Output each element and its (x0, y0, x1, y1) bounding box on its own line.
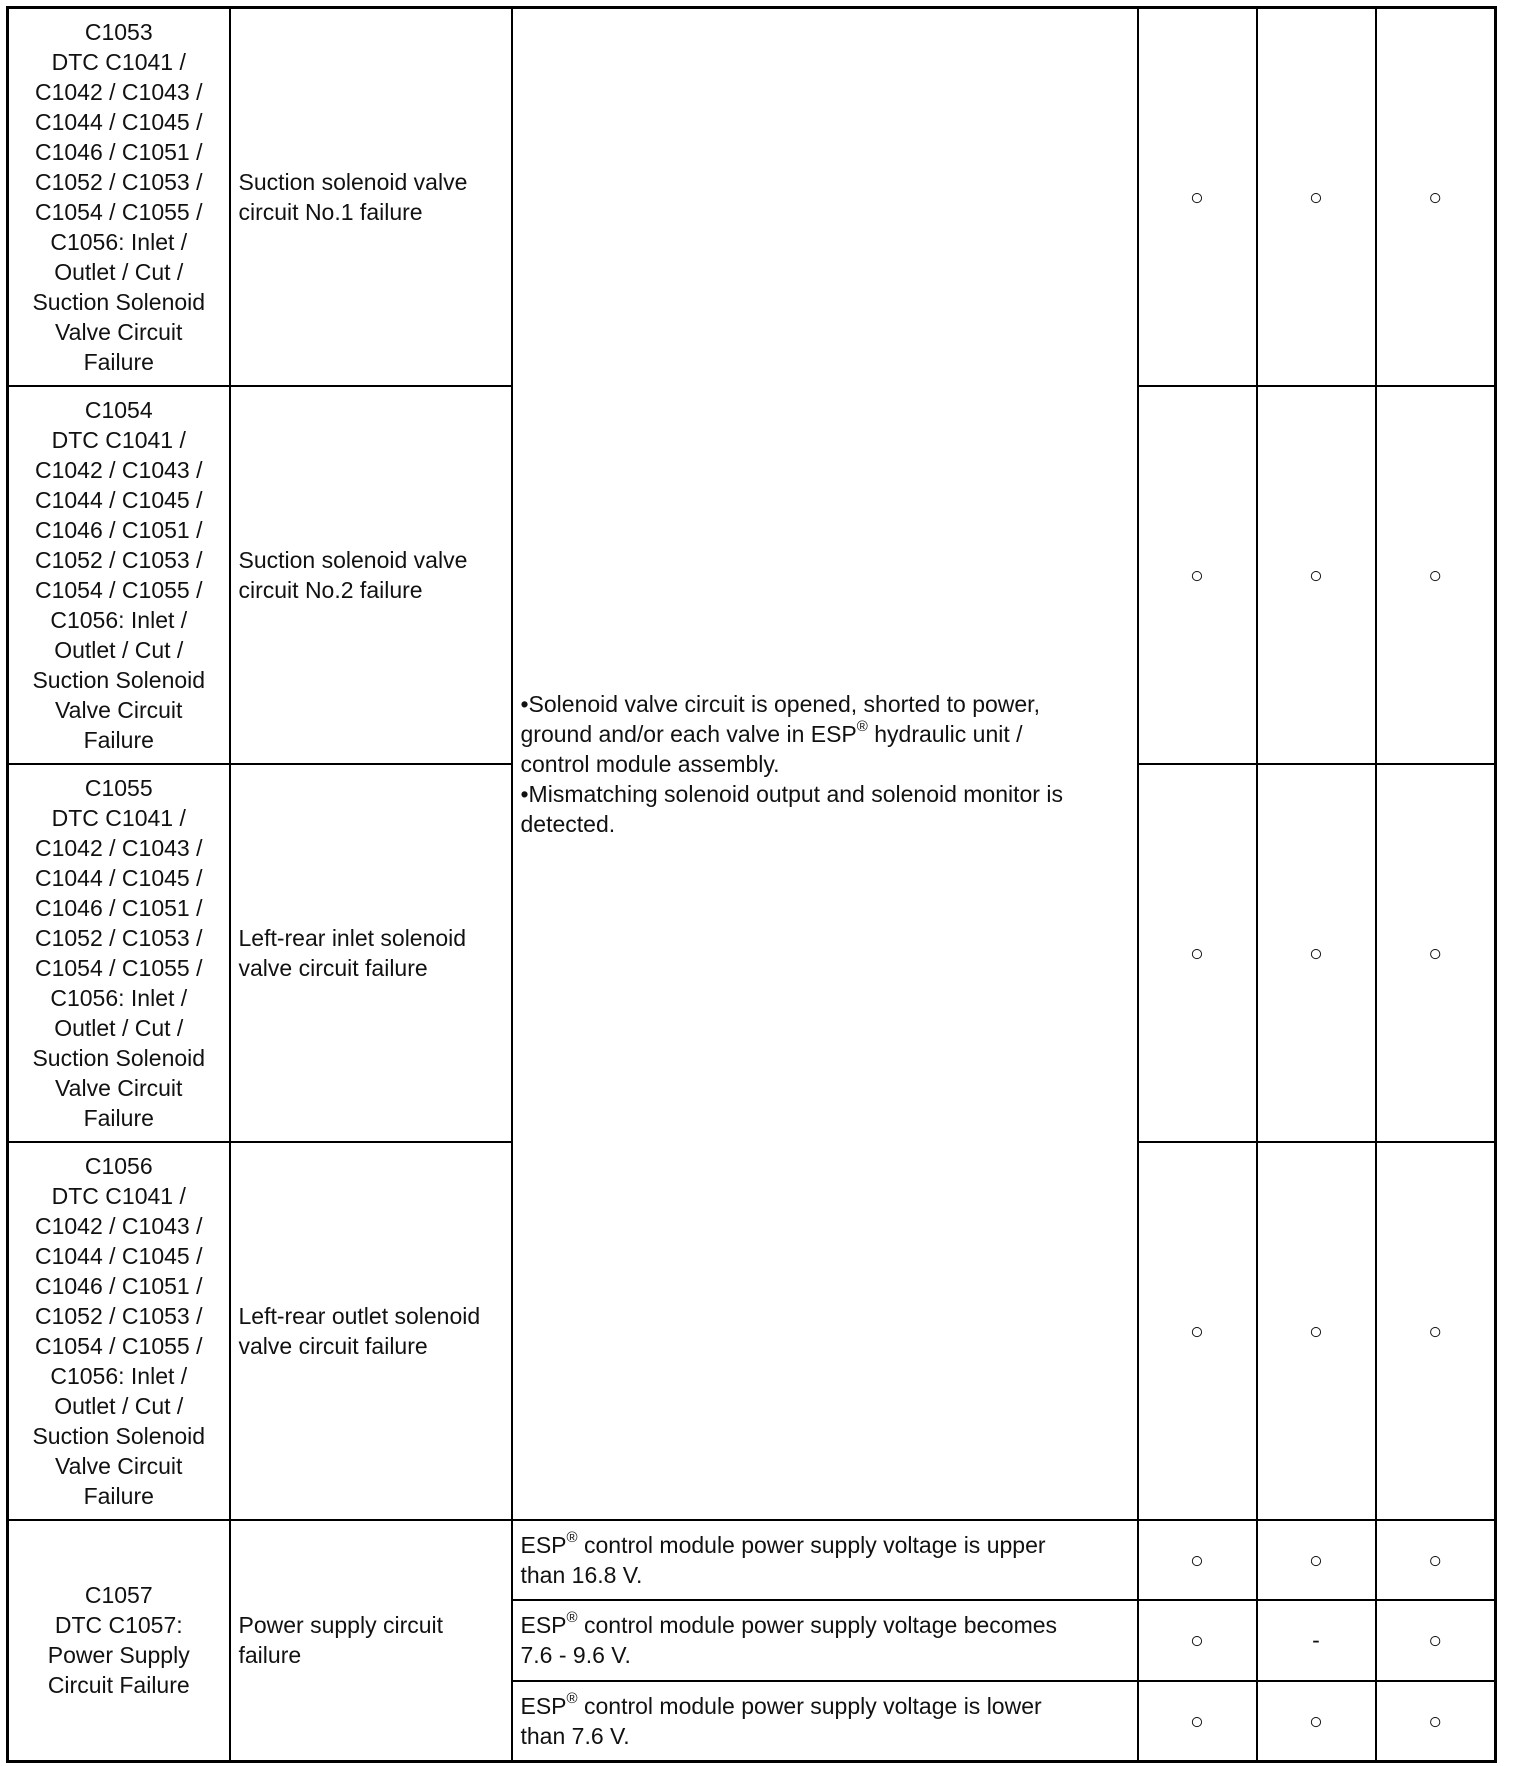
condition-line: control module assembly. (520, 750, 780, 777)
dtc-code-line: Suction Solenoid (32, 1044, 206, 1071)
detecting-condition-cell (512, 1681, 1138, 1762)
dtc-code-line: C1046 / C1051 / (34, 138, 203, 165)
detecting-condition-cell (512, 8, 1138, 1520)
dtc-code-line: Outlet / Cut / (54, 1392, 184, 1419)
table-row (8, 1520, 1496, 1600)
mark-cell: ○ (1376, 1681, 1496, 1762)
dtc-code-line: Failure (83, 726, 154, 753)
mark-cell: ○ (1257, 386, 1376, 764)
mark-cell: ○ (1138, 1600, 1257, 1681)
dtc-code-line: C1052 / C1053 / (34, 168, 203, 195)
dtc-code-line: Outlet / Cut / (54, 258, 184, 285)
diagnostic-item-cell (230, 764, 512, 1142)
diagnostic-item-line: Left-rear outlet solenoid (238, 1302, 481, 1329)
dtc-code-line: C1042 / C1043 / (34, 456, 203, 483)
mark-cell: - (1257, 1600, 1376, 1681)
mark-cell: ○ (1257, 8, 1376, 386)
dtc-code-line: C1044 / C1045 / (34, 486, 203, 513)
dtc-code-line: DTC C1041 / (51, 804, 186, 831)
dtc-code-line: Suction Solenoid (32, 288, 206, 315)
registered-mark: ® (566, 1690, 578, 1708)
dtc-code-line: C1054 / C1055 / (34, 954, 203, 981)
mark-cell: ○ (1257, 1520, 1376, 1600)
mark-cell: ○ (1138, 1142, 1257, 1520)
dtc-code-line: Outlet / Cut / (54, 1014, 184, 1041)
diagnostic-item-line: valve circuit failure (238, 1332, 428, 1359)
mark-cell: ○ (1138, 1681, 1257, 1762)
condition-line: ground and/or each valve in ESP® hydraulic unit / (520, 718, 1023, 747)
condition-line: ESP® control module power supply voltage is upper (520, 1528, 1046, 1558)
dtc-code-line: C1054 / C1055 / (34, 1332, 203, 1359)
condition-line: than 16.8 V. (520, 1561, 643, 1588)
mark-cell: ○ (1257, 1681, 1376, 1762)
dtc-code-line: DTC C1041 / (51, 48, 186, 75)
dtc-code-line: Valve Circuit (55, 696, 183, 723)
registered-mark: ® (856, 718, 868, 736)
condition-line: ESP® control module power supply voltage becomes (520, 1609, 1058, 1638)
dtc-code-line: Outlet / Cut / (54, 636, 184, 663)
mark-cell: ○ (1376, 764, 1496, 1142)
dtc-code-cell (8, 1142, 230, 1520)
condition-line: •Solenoid valve circuit is opened, shorted to power, (520, 690, 1040, 717)
dtc-code-line: Valve Circuit (55, 318, 183, 345)
mark-cell: ○ (1376, 1520, 1496, 1600)
mark-cell: ○ (1257, 1142, 1376, 1520)
detecting-condition-cell (512, 1520, 1138, 1600)
table-row (8, 8, 1496, 386)
mark-cell: ○ (1138, 764, 1257, 1142)
dtc-code-line: C1046 / C1051 / (34, 516, 203, 543)
dtc-code-line: C1052 / C1053 / (34, 924, 203, 951)
diagnostic-item-line: failure (238, 1642, 302, 1669)
diagnostic-item-cell (230, 8, 512, 386)
dtc-code-line: Valve Circuit (55, 1074, 183, 1101)
dtc-code-line: Failure (83, 348, 154, 375)
mark-cell: ○ (1257, 764, 1376, 1142)
diagnostic-item-line: Suction solenoid valve (238, 168, 468, 195)
dtc-code-line: C1055 (84, 774, 153, 801)
dtc-code-line: C1044 / C1045 / (34, 108, 203, 135)
condition-line: ESP® control module power supply voltage is lower (520, 1690, 1042, 1719)
dtc-code-line: C1042 / C1043 / (34, 78, 203, 105)
dtc-code-line: Valve Circuit (55, 1452, 183, 1479)
dtc-code-line: C1056: Inlet / (50, 606, 188, 633)
condition-line: 7.6 - 9.6 V. (520, 1642, 631, 1668)
diagnostic-item-cell (230, 1520, 512, 1762)
mark-cell: ○ (1138, 1520, 1257, 1600)
mark-cell: ○ (1376, 1600, 1496, 1681)
dtc-code-line: C1046 / C1051 / (34, 1272, 203, 1299)
dtc-code-line: C1054 (84, 396, 153, 423)
dtc-code-line: Suction Solenoid (32, 1422, 206, 1449)
dtc-code-line: C1052 / C1053 / (34, 546, 203, 573)
mark-cell: ○ (1376, 8, 1496, 386)
condition-line: than 7.6 V. (520, 1722, 630, 1749)
dtc-code-cell (8, 764, 230, 1142)
detecting-condition-cell (512, 1600, 1138, 1681)
diagnostic-item-line: valve circuit failure (238, 954, 428, 981)
dtc-code-line: C1056: Inlet / (50, 1362, 188, 1389)
dtc-code-line: C1046 / C1051 / (34, 894, 203, 921)
dtc-code-line: C1052 / C1053 / (34, 1302, 203, 1329)
dtc-code-line: Circuit Failure (47, 1672, 190, 1699)
dtc-code-line: C1056: Inlet / (50, 984, 188, 1011)
registered-mark: ® (566, 1528, 578, 1546)
dtc-code-line: C1054 / C1055 / (34, 576, 203, 603)
dtc-code-line: C1053 (84, 18, 153, 45)
mark-cell: ○ (1138, 8, 1257, 386)
dtc-code-cell (8, 386, 230, 764)
condition-line: detected. (520, 810, 616, 837)
diagnostic-item-line: Power supply circuit (238, 1612, 444, 1639)
dtc-code-line: Failure (83, 1104, 154, 1131)
dtc-code-line: Failure (83, 1482, 154, 1509)
dtc-code-line: DTC C1041 / (51, 1182, 186, 1209)
diagnostic-item-line: Suction solenoid valve (238, 546, 468, 573)
diagnostic-item-cell (230, 1142, 512, 1520)
dtc-code-line: Suction Solenoid (32, 666, 206, 693)
dtc-table (6, 6, 1497, 1763)
dtc-code-line: C1044 / C1045 / (34, 864, 203, 891)
mark-cell: ○ (1138, 386, 1257, 764)
dtc-code-cell (8, 1520, 230, 1762)
diagnostic-item-line: circuit No.2 failure (238, 576, 423, 603)
mark-cell: ○ (1376, 386, 1496, 764)
dtc-code-line: C1054 / C1055 / (34, 198, 203, 225)
dtc-code-line: C1042 / C1043 / (34, 1212, 203, 1239)
registered-mark: ® (566, 1609, 578, 1627)
diagnostic-item-line: Left-rear inlet solenoid (238, 924, 467, 951)
dtc-code-line: C1056: Inlet / (50, 228, 188, 255)
dtc-code-line: C1044 / C1045 / (34, 1242, 203, 1269)
diagnostic-item-cell (230, 386, 512, 764)
dtc-code-cell (8, 8, 230, 386)
condition-line: •Mismatching solenoid output and solenoid monitor is (520, 780, 1063, 807)
dtc-code-line: C1057 (84, 1582, 153, 1609)
dtc-code-line: DTC C1041 / (51, 426, 186, 453)
mark-cell: ○ (1376, 1142, 1496, 1520)
dtc-code-line: C1042 / C1043 / (34, 834, 203, 861)
dtc-code-line: Power Supply (47, 1642, 190, 1669)
dtc-code-line: C1056 (84, 1152, 153, 1179)
dtc-code-line: DTC C1057: (54, 1612, 183, 1639)
diagnostic-item-line: circuit No.1 failure (238, 198, 423, 225)
